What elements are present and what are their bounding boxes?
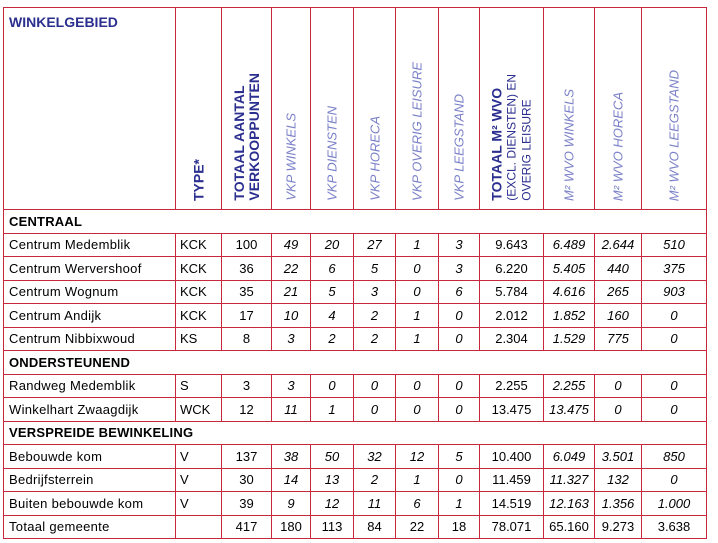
cell-winkels: 9	[272, 492, 311, 516]
cell-winkels: 10	[272, 304, 311, 328]
cell-type: V	[176, 445, 222, 469]
cell-type: KCK	[176, 304, 222, 328]
header-totaal-wvo: TOTAAL M² WVO (EXCL. DIENSTEN) EN OVERIG LEISURE	[480, 8, 544, 210]
cell-total: 36	[222, 257, 272, 281]
cell-overig: 0	[396, 280, 439, 304]
cell-m2h: 440	[595, 257, 642, 281]
cell-m2w: 65.160	[544, 515, 595, 539]
cell-total: 17	[222, 304, 272, 328]
cell-wvo: 78.071	[480, 515, 544, 539]
cell-leeg: 0	[439, 374, 480, 398]
cell-diensten: 12	[311, 492, 354, 516]
section-label: ONDERSTEUNEND	[4, 351, 707, 375]
header-m2-horeca: M² WVO HORECA	[595, 8, 642, 210]
cell-wvo: 2.012	[480, 304, 544, 328]
cell-name: Randweg Medemblik	[4, 374, 176, 398]
cell-m2l: 0	[642, 304, 707, 328]
cell-m2h: 265	[595, 280, 642, 304]
cell-m2w: 11.327	[544, 468, 595, 492]
cell-m2w: 5.405	[544, 257, 595, 281]
cell-type: KS	[176, 327, 222, 351]
table-row	[4, 445, 707, 469]
cell-m2l: 0	[642, 327, 707, 351]
header-m2-winkels: M² WVO WINKELS	[544, 8, 595, 210]
cell-wvo: 2.255	[480, 374, 544, 398]
header-vkp-winkels: VKP WINKELS	[272, 8, 311, 210]
cell-leeg: 5	[439, 445, 480, 469]
cell-m2l: 0	[642, 374, 707, 398]
cell-name: Centrum Nibbixwoud	[4, 327, 176, 351]
cell-m2w: 1.852	[544, 304, 595, 328]
cell-m2l: 375	[642, 257, 707, 281]
cell-wvo: 6.220	[480, 257, 544, 281]
winkelgebied-table	[3, 7, 707, 539]
cell-diensten: 5	[311, 280, 354, 304]
cell-winkels: 38	[272, 445, 311, 469]
cell-total: 12	[222, 398, 272, 422]
cell-name: Centrum Medemblik	[4, 233, 176, 257]
cell-type: KCK	[176, 280, 222, 304]
cell-horeca: 2	[354, 327, 396, 351]
table-row	[4, 492, 707, 516]
header-vkp-diensten: VKP DIENSTEN	[311, 8, 354, 210]
cell-m2h: 775	[595, 327, 642, 351]
cell-wvo: 14.519	[480, 492, 544, 516]
cell-type: KCK	[176, 233, 222, 257]
cell-type: KCK	[176, 257, 222, 281]
header-vkp-horeca: VKP HORECA	[354, 8, 396, 210]
cell-type: V	[176, 492, 222, 516]
cell-name: Bebouwde kom	[4, 445, 176, 469]
cell-m2h: 1.356	[595, 492, 642, 516]
section-label: VERSPREIDE BEWINKELING	[4, 421, 707, 445]
cell-total: 35	[222, 280, 272, 304]
table-row	[4, 374, 707, 398]
cell-m2h: 0	[595, 374, 642, 398]
cell-wvo: 11.459	[480, 468, 544, 492]
cell-overig: 0	[396, 398, 439, 422]
cell-overig: 0	[396, 374, 439, 398]
cell-wvo: 10.400	[480, 445, 544, 469]
header-totaal-vkp: TOTAAL AANTAL VERKOOPPUNTEN	[222, 8, 272, 210]
cell-horeca: 0	[354, 398, 396, 422]
header-m2-leegstand: M² WVO LEEGSTAND	[642, 8, 707, 210]
cell-diensten: 0	[311, 374, 354, 398]
cell-m2w: 12.163	[544, 492, 595, 516]
cell-m2h: 3.501	[595, 445, 642, 469]
cell-m2l: 903	[642, 280, 707, 304]
total-row	[4, 515, 707, 539]
cell-winkels: 21	[272, 280, 311, 304]
cell-horeca: 2	[354, 304, 396, 328]
cell-type: S	[176, 374, 222, 398]
cell-overig: 12	[396, 445, 439, 469]
cell-total: 39	[222, 492, 272, 516]
cell-horeca: 3	[354, 280, 396, 304]
cell-leeg: 3	[439, 257, 480, 281]
section-verspreide	[4, 421, 707, 445]
cell-overig: 0	[396, 257, 439, 281]
table-row	[4, 257, 707, 281]
cell-diensten: 4	[311, 304, 354, 328]
cell-m2l: 0	[642, 398, 707, 422]
cell-m2w: 13.475	[544, 398, 595, 422]
cell-leeg: 6	[439, 280, 480, 304]
cell-m2w: 6.049	[544, 445, 595, 469]
cell-horeca: 5	[354, 257, 396, 281]
cell-leeg: 0	[439, 398, 480, 422]
cell-wvo: 2.304	[480, 327, 544, 351]
section-label: CENTRAAL	[4, 210, 707, 234]
cell-overig: 1	[396, 304, 439, 328]
cell-m2w: 2.255	[544, 374, 595, 398]
cell-type: V	[176, 468, 222, 492]
cell-diensten: 2	[311, 327, 354, 351]
header-vkp-leegstand: VKP LEEGSTAND	[439, 8, 480, 210]
section-centraal	[4, 210, 707, 234]
cell-m2h: 2.644	[595, 233, 642, 257]
cell-name: Winkelhart Zwaagdijk	[4, 398, 176, 422]
cell-horeca: 0	[354, 374, 396, 398]
cell-m2h: 160	[595, 304, 642, 328]
cell-name: Buiten bebouwde kom	[4, 492, 176, 516]
header-type: TYPE*	[176, 8, 222, 210]
cell-leeg: 18	[439, 515, 480, 539]
cell-winkels: 180	[272, 515, 311, 539]
cell-m2l: 0	[642, 468, 707, 492]
cell-wvo: 5.784	[480, 280, 544, 304]
cell-diensten: 13	[311, 468, 354, 492]
cell-winkels: 22	[272, 257, 311, 281]
cell-m2l: 3.638	[642, 515, 707, 539]
cell-horeca: 32	[354, 445, 396, 469]
cell-total: 8	[222, 327, 272, 351]
cell-wvo: 13.475	[480, 398, 544, 422]
cell-total: 30	[222, 468, 272, 492]
cell-winkels: 3	[272, 374, 311, 398]
cell-name: Centrum Wognum	[4, 280, 176, 304]
cell-leeg: 0	[439, 304, 480, 328]
cell-name: Centrum Andijk	[4, 304, 176, 328]
cell-winkels: 14	[272, 468, 311, 492]
cell-name: Centrum Wervershoof	[4, 257, 176, 281]
cell-total: 417	[222, 515, 272, 539]
cell-m2h: 132	[595, 468, 642, 492]
cell-type	[176, 515, 222, 539]
cell-total: 137	[222, 445, 272, 469]
cell-winkels: 49	[272, 233, 311, 257]
cell-wvo: 9.643	[480, 233, 544, 257]
cell-leeg: 1	[439, 492, 480, 516]
cell-m2w: 4.616	[544, 280, 595, 304]
cell-diensten: 6	[311, 257, 354, 281]
cell-m2l: 1.000	[642, 492, 707, 516]
cell-winkels: 11	[272, 398, 311, 422]
cell-horeca: 11	[354, 492, 396, 516]
cell-horeca: 27	[354, 233, 396, 257]
cell-m2l: 510	[642, 233, 707, 257]
section-ondersteunend	[4, 351, 707, 375]
cell-m2h: 9.273	[595, 515, 642, 539]
cell-overig: 1	[396, 233, 439, 257]
cell-total: 100	[222, 233, 272, 257]
header-vkp-overig: VKP OVERIG LEISURE	[396, 8, 439, 210]
cell-leeg: 0	[439, 468, 480, 492]
cell-diensten: 1	[311, 398, 354, 422]
table-row	[4, 304, 707, 328]
table-row	[4, 280, 707, 304]
table-row	[4, 468, 707, 492]
cell-diensten: 20	[311, 233, 354, 257]
table-row	[4, 327, 707, 351]
cell-m2w: 6.489	[544, 233, 595, 257]
cell-total: 3	[222, 374, 272, 398]
cell-leeg: 0	[439, 327, 480, 351]
cell-overig: 6	[396, 492, 439, 516]
cell-overig: 1	[396, 468, 439, 492]
table-row	[4, 233, 707, 257]
cell-horeca: 2	[354, 468, 396, 492]
cell-horeca: 84	[354, 515, 396, 539]
cell-name: Bedrijfsterrein	[4, 468, 176, 492]
cell-name: Totaal gemeente	[4, 515, 176, 539]
corner-title: WINKELGEBIED	[4, 8, 176, 210]
cell-diensten: 113	[311, 515, 354, 539]
cell-m2w: 1.529	[544, 327, 595, 351]
cell-m2h: 0	[595, 398, 642, 422]
table-row	[4, 398, 707, 422]
cell-overig: 22	[396, 515, 439, 539]
cell-overig: 1	[396, 327, 439, 351]
cell-m2l: 850	[642, 445, 707, 469]
cell-leeg: 3	[439, 233, 480, 257]
cell-diensten: 50	[311, 445, 354, 469]
cell-type: WCK	[176, 398, 222, 422]
cell-winkels: 3	[272, 327, 311, 351]
